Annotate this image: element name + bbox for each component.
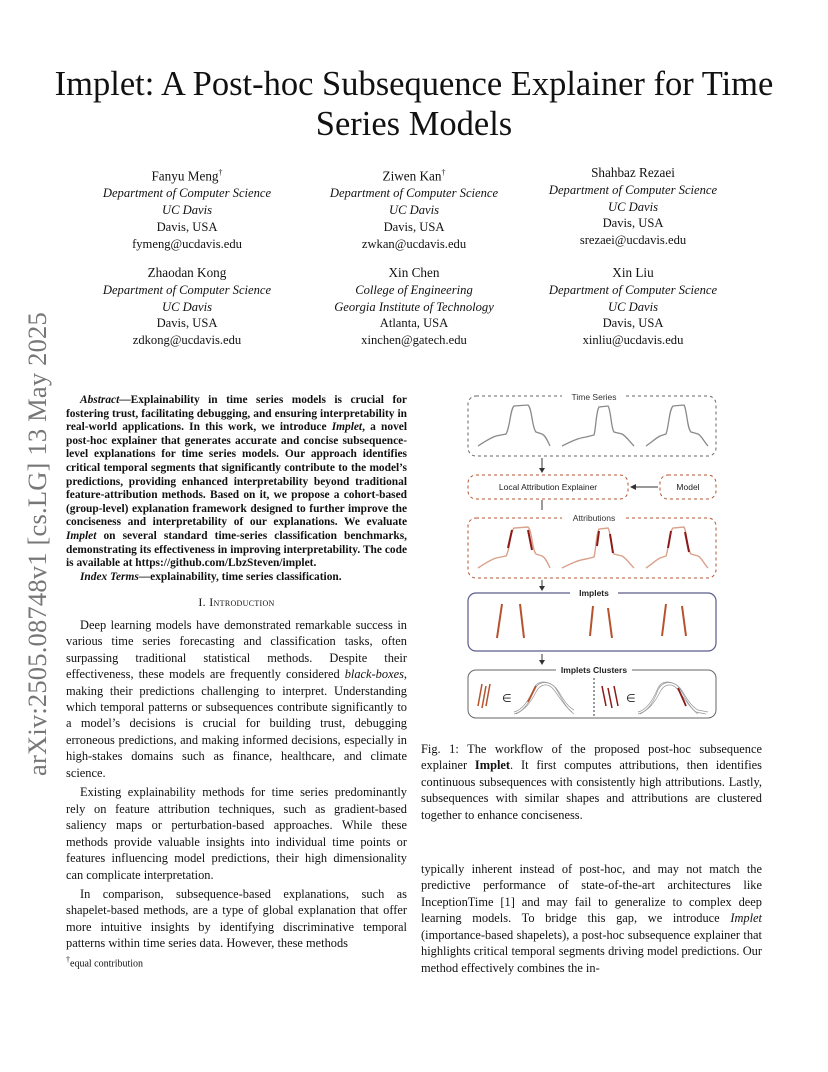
author-organization: UC Davis (161, 202, 213, 217)
footnote (66, 955, 406, 969)
author-department: Department of Computer Science (102, 186, 272, 201)
author-card (72, 265, 302, 349)
author-department: Department of Computer Science (102, 282, 272, 297)
intro-paragraph-3: In comparison, subsequence-based explanations, such as shapelet-based methods, are a type of global explanation that offer more intuitive insights by identifying discriminative temporal patterns within time series data. However, these methods (66, 887, 407, 951)
abstract-implet: Implet (331, 421, 363, 434)
explainer-label: Local Attribution Explainer (498, 482, 598, 492)
time-series-curves (478, 405, 708, 446)
author-card (72, 165, 302, 252)
cluster-right-curves (638, 682, 708, 714)
author-email[interactable]: srezaei@ucdavis.edu (579, 233, 687, 248)
index-terms-text: —explainability, time series classification. (138, 570, 342, 583)
right-column-paragraph: typically inherent instead of post-hoc, and may not match the predictive performance of state-of-the-art architectures like InceptionTime [1] and may fail to generalize to complex deep learning models. To bridge this gap, we introduce Implet (importance-based shapelets), a post-hoc subsequence explainer that highlights critical temporal segments driving model predictions. Our method effectively combines the in- (421, 862, 762, 975)
author-name: Shahbaz Rezaei (591, 165, 675, 180)
section-heading (66, 594, 407, 610)
workflow-figure (462, 388, 724, 722)
index-terms (66, 571, 407, 585)
equal-contribution-mark: † (441, 168, 446, 177)
author-email[interactable]: zdkong@ucdavis.edu (132, 333, 242, 348)
author-location: Davis, USA (602, 216, 664, 231)
footnote-text: equal contribution (70, 958, 144, 970)
clusters-label: Implets Clusters (560, 665, 628, 675)
author-email[interactable]: xinliu@ucdavis.edu (582, 333, 684, 348)
author-organization: UC Davis (161, 299, 213, 314)
member-symbol-right: ∈ (626, 693, 636, 705)
abstract-text-1: —Explainability in time series models is crucial for fostering trust, facilitating debugging, and ensuring interpretability in real-world applications. In this work, we introduce (66, 394, 407, 434)
paper-title: Implet: A Post-hoc Subsequence Explainer for Time Series Models (54, 65, 774, 143)
author-card (518, 165, 748, 249)
author-name: Ziwen Kan† (382, 168, 446, 184)
author-card (299, 265, 529, 349)
cluster-right-segments (602, 686, 618, 708)
intro-paragraph-1: Deep learning models have demonstrated remarkable success in various time series forecasting and classification tasks, often surpassing traditional statistical methods. Despite their effectiveness, these models are frequently considered black-boxes, making their predictions challenging to interpret. Understanding which temporal patterns or subsequences contribute significantly to a model’s decisions is crucial for building trust, debugging erroneous predictions, and making informed decisions, especially in high-stakes domains such as finance, healthcare, and climate science. (66, 617, 407, 780)
author-department: Department of Computer Science (548, 282, 718, 297)
section-title: Introduction (209, 595, 275, 610)
abstract-text-3: on several standard time-series classification benchmarks, demonstrating its effectiveness in improving interpretability. The code is available at https://github.com/LbzSteven/implet. (66, 529, 407, 570)
author-name: Xin Liu (612, 265, 654, 280)
cluster-left-curves (514, 682, 574, 714)
author-location: Davis, USA (602, 316, 664, 331)
author-organization: UC Davis (607, 199, 659, 214)
author-location: Davis, USA (383, 219, 445, 234)
abstract-text-2: , a novel post-hoc explainer that generates accurate and concise subsequence-level explanations for time series models. Our approach identifies critical temporal segments that significantly contribute to the model’s predictions, providing enhanced interpretability beyond traditional feature-attribution methods. Based on it, we propose a cohort-based (group-level) explanation framework designed to further improve the conciseness and interpretability of our explanations. We evaluate (66, 421, 407, 529)
author-name: Zhaodan Kong (147, 265, 227, 280)
arxiv-id: arXiv:2505.08748v1 [cs.LG] 13 May 2025 (22, 312, 52, 776)
author-email[interactable]: fymeng@ucdavis.edu (132, 236, 242, 251)
author-organization: UC Davis (388, 202, 440, 217)
model-label: Model (676, 482, 700, 492)
author-email[interactable]: xinchen@gatech.edu (361, 333, 467, 348)
implet-term: Implet (730, 911, 762, 926)
caption-label: Fig. 1: (421, 742, 459, 756)
author-location: Atlanta, USA (379, 316, 449, 331)
arxiv-stamp (22, 296, 62, 776)
member-symbol-left: ∈ (502, 693, 512, 705)
index-terms-label: Index Terms (80, 570, 139, 583)
abstract (66, 394, 407, 571)
author-department: Department of Computer Science (329, 186, 499, 201)
attribution-curves (478, 527, 708, 568)
author-card (299, 165, 529, 252)
equal-contribution-mark: † (218, 168, 223, 177)
author-email[interactable]: zwkan@ucdavis.edu (361, 236, 467, 251)
abstract-implet-2: Implet (66, 529, 97, 542)
cluster-left-segments (478, 684, 490, 708)
author-location: Davis, USA (156, 219, 218, 234)
attributions-label: Attributions (572, 513, 616, 523)
figure-caption: Fig. 1: The workflow of the proposed post-hoc subsequence explainer Implet. It first computes attributions, then identifies continuous subsequences with consistently high attributions. Lastly, subsequences with similar shapes and attributions are clustered together to enhance conciseness. (421, 742, 762, 822)
author-card (518, 265, 748, 349)
author-name: Xin Chen (388, 265, 440, 280)
left-column (66, 394, 407, 952)
abstract-label: Abstract (80, 394, 120, 406)
intro-paragraph-2: Existing explainability methods for time series predominantly rely on feature attribution techniques, such as gradient-based saliency maps or perturbation-based approaches. While these methods provide valuable insights into individual time points or features influencing model predictions, their high dimensionality can complicate interpretation. (66, 785, 407, 882)
caption-bold: Implet (474, 758, 511, 773)
section-number: I. (198, 595, 206, 610)
time-series-label: Time Series (571, 392, 617, 402)
author-name: Fanyu Meng† (151, 168, 223, 184)
author-organization: UC Davis (607, 299, 659, 314)
footnote-mark: † (66, 955, 70, 964)
author-location: Davis, USA (156, 316, 218, 331)
author-organization: Georgia Institute of Technology (334, 299, 494, 314)
implet-segments (497, 604, 686, 638)
implets-label: Implets (579, 588, 609, 598)
author-department: Department of Computer Science (548, 182, 718, 197)
author-department: College of Engineering (355, 282, 473, 297)
